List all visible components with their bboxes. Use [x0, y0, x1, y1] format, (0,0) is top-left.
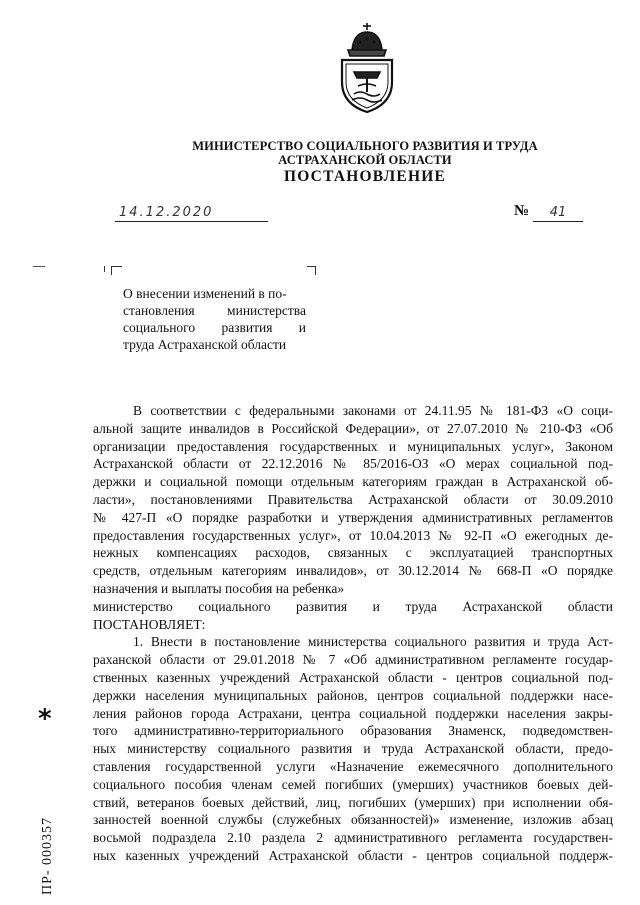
body-line: ных министерству социального развития и труда Астраханской области, предо- [93, 741, 613, 757]
document-header [150, 139, 580, 187]
body-line: организации предоставления государственных и муниципальных услуг», Законом [93, 438, 613, 454]
ministry-name-line2: АСТРАХАНСКОЙ ОБЛАСТИ [278, 153, 452, 167]
body-line: ласти», постановлениями Правительства Астраханской области от 30.09.2010 [93, 491, 613, 507]
document-subject [123, 285, 306, 353]
body-line: 1. Внести в постановление министерства социального развития и труда Аст- [133, 634, 613, 650]
body-line: держки и социальной помощи отдельным категориям граждан в Астраханской об- [93, 474, 613, 490]
body-line: ных казенных учреждений Астраханской области - центров социальной поддерж- [93, 847, 613, 863]
body-line: ления районов города Астрахани, центра социальной поддержки населения закры- [93, 705, 613, 721]
body-line: В соответствии с федеральными законами от 24.11.95 № 181-ФЗ «О соци- [133, 403, 613, 418]
margin-asterisk: * [38, 704, 52, 734]
body-line: того административно-территориального образования Знаменск, подведомствен- [93, 723, 613, 739]
margin-registration-code: ПР- 000357 [40, 816, 55, 895]
body-line: назначения и выплаты пособия на ребенка» [93, 580, 345, 596]
number-field [533, 203, 583, 222]
coat-of-arms-icon [330, 20, 404, 116]
document-type-title: ПОСТАНОВЛЕНИЕ [283, 168, 447, 185]
bracket-tick [104, 266, 105, 272]
body-line: предоставления государственных услуг», от 10.04.2013 № 92-П «О ежегодных де- [93, 527, 613, 543]
handwritten-date: 14.12.2020 [119, 205, 214, 220]
document-body [93, 402, 613, 865]
body-line: раханской области от 29.01.2018 № 7 «Об административном регламенте государ- [93, 652, 613, 668]
body-line: ственных казенных учреждений Астраханской области - центров социальной под- [93, 669, 613, 685]
ministry-name-line1: МИНИСТЕРСТВО СОЦИАЛЬНОГО РАЗВИТИЯ И ТРУДА [192, 139, 538, 153]
body-line: № 427-П «О порядке разработки и утверждения административных регламентов [93, 509, 613, 525]
body-line: держки населения муниципальных районов, центров социальной поддержки насе- [93, 687, 613, 703]
body-line: нежных компенсациях расходов, связанных с эксплуатацией транспортных [93, 545, 613, 561]
subject-bracket-left [111, 266, 122, 275]
body-line: занностей военной службы (служебных обязанностей)» изменение, изложив абзац [93, 812, 613, 828]
body-line: восьмой подраздела 2.10 раздела 2 административного регламента государствен- [93, 830, 613, 846]
subject-line: становления министерства [123, 303, 306, 318]
body-line: ПОСТАНОВЛЯЕТ: [93, 616, 206, 632]
body-line: министерство социального развития и труда Астраханской области [93, 598, 613, 614]
body-line: Астраханской области от 22.12.2016 № 85/2016-ОЗ «О мерах социальной под- [93, 456, 613, 472]
subject-bracket-right [307, 266, 316, 275]
number-label: № [514, 203, 530, 219]
body-line: средств, отдельным категориям инвалидов», от 30.12.2014 № 668-П «О порядке [93, 563, 613, 579]
body-line: альной защите инвалидов в Российской Федерации», от 27.07.2010 № 210-ФЗ «Об [93, 420, 613, 436]
date-field [115, 203, 268, 222]
handwritten-number: 41 [549, 205, 567, 220]
subject-line: социального развития и [123, 320, 306, 335]
subject-line: труда Астраханской области [123, 337, 287, 352]
margin-dash [33, 266, 45, 267]
subject-line: О внесении изменений в по- [123, 286, 287, 301]
body-line: социального пособия членам семей погибших (умерших) участников боевых дей- [93, 776, 613, 792]
body-line: ствий, ветеранов боевых действий, лиц, погибших (умерших) при исполнении обя- [93, 794, 613, 810]
body-line: ставления государственной услуги «Назначение ежемесячного дополнительного [93, 758, 613, 774]
